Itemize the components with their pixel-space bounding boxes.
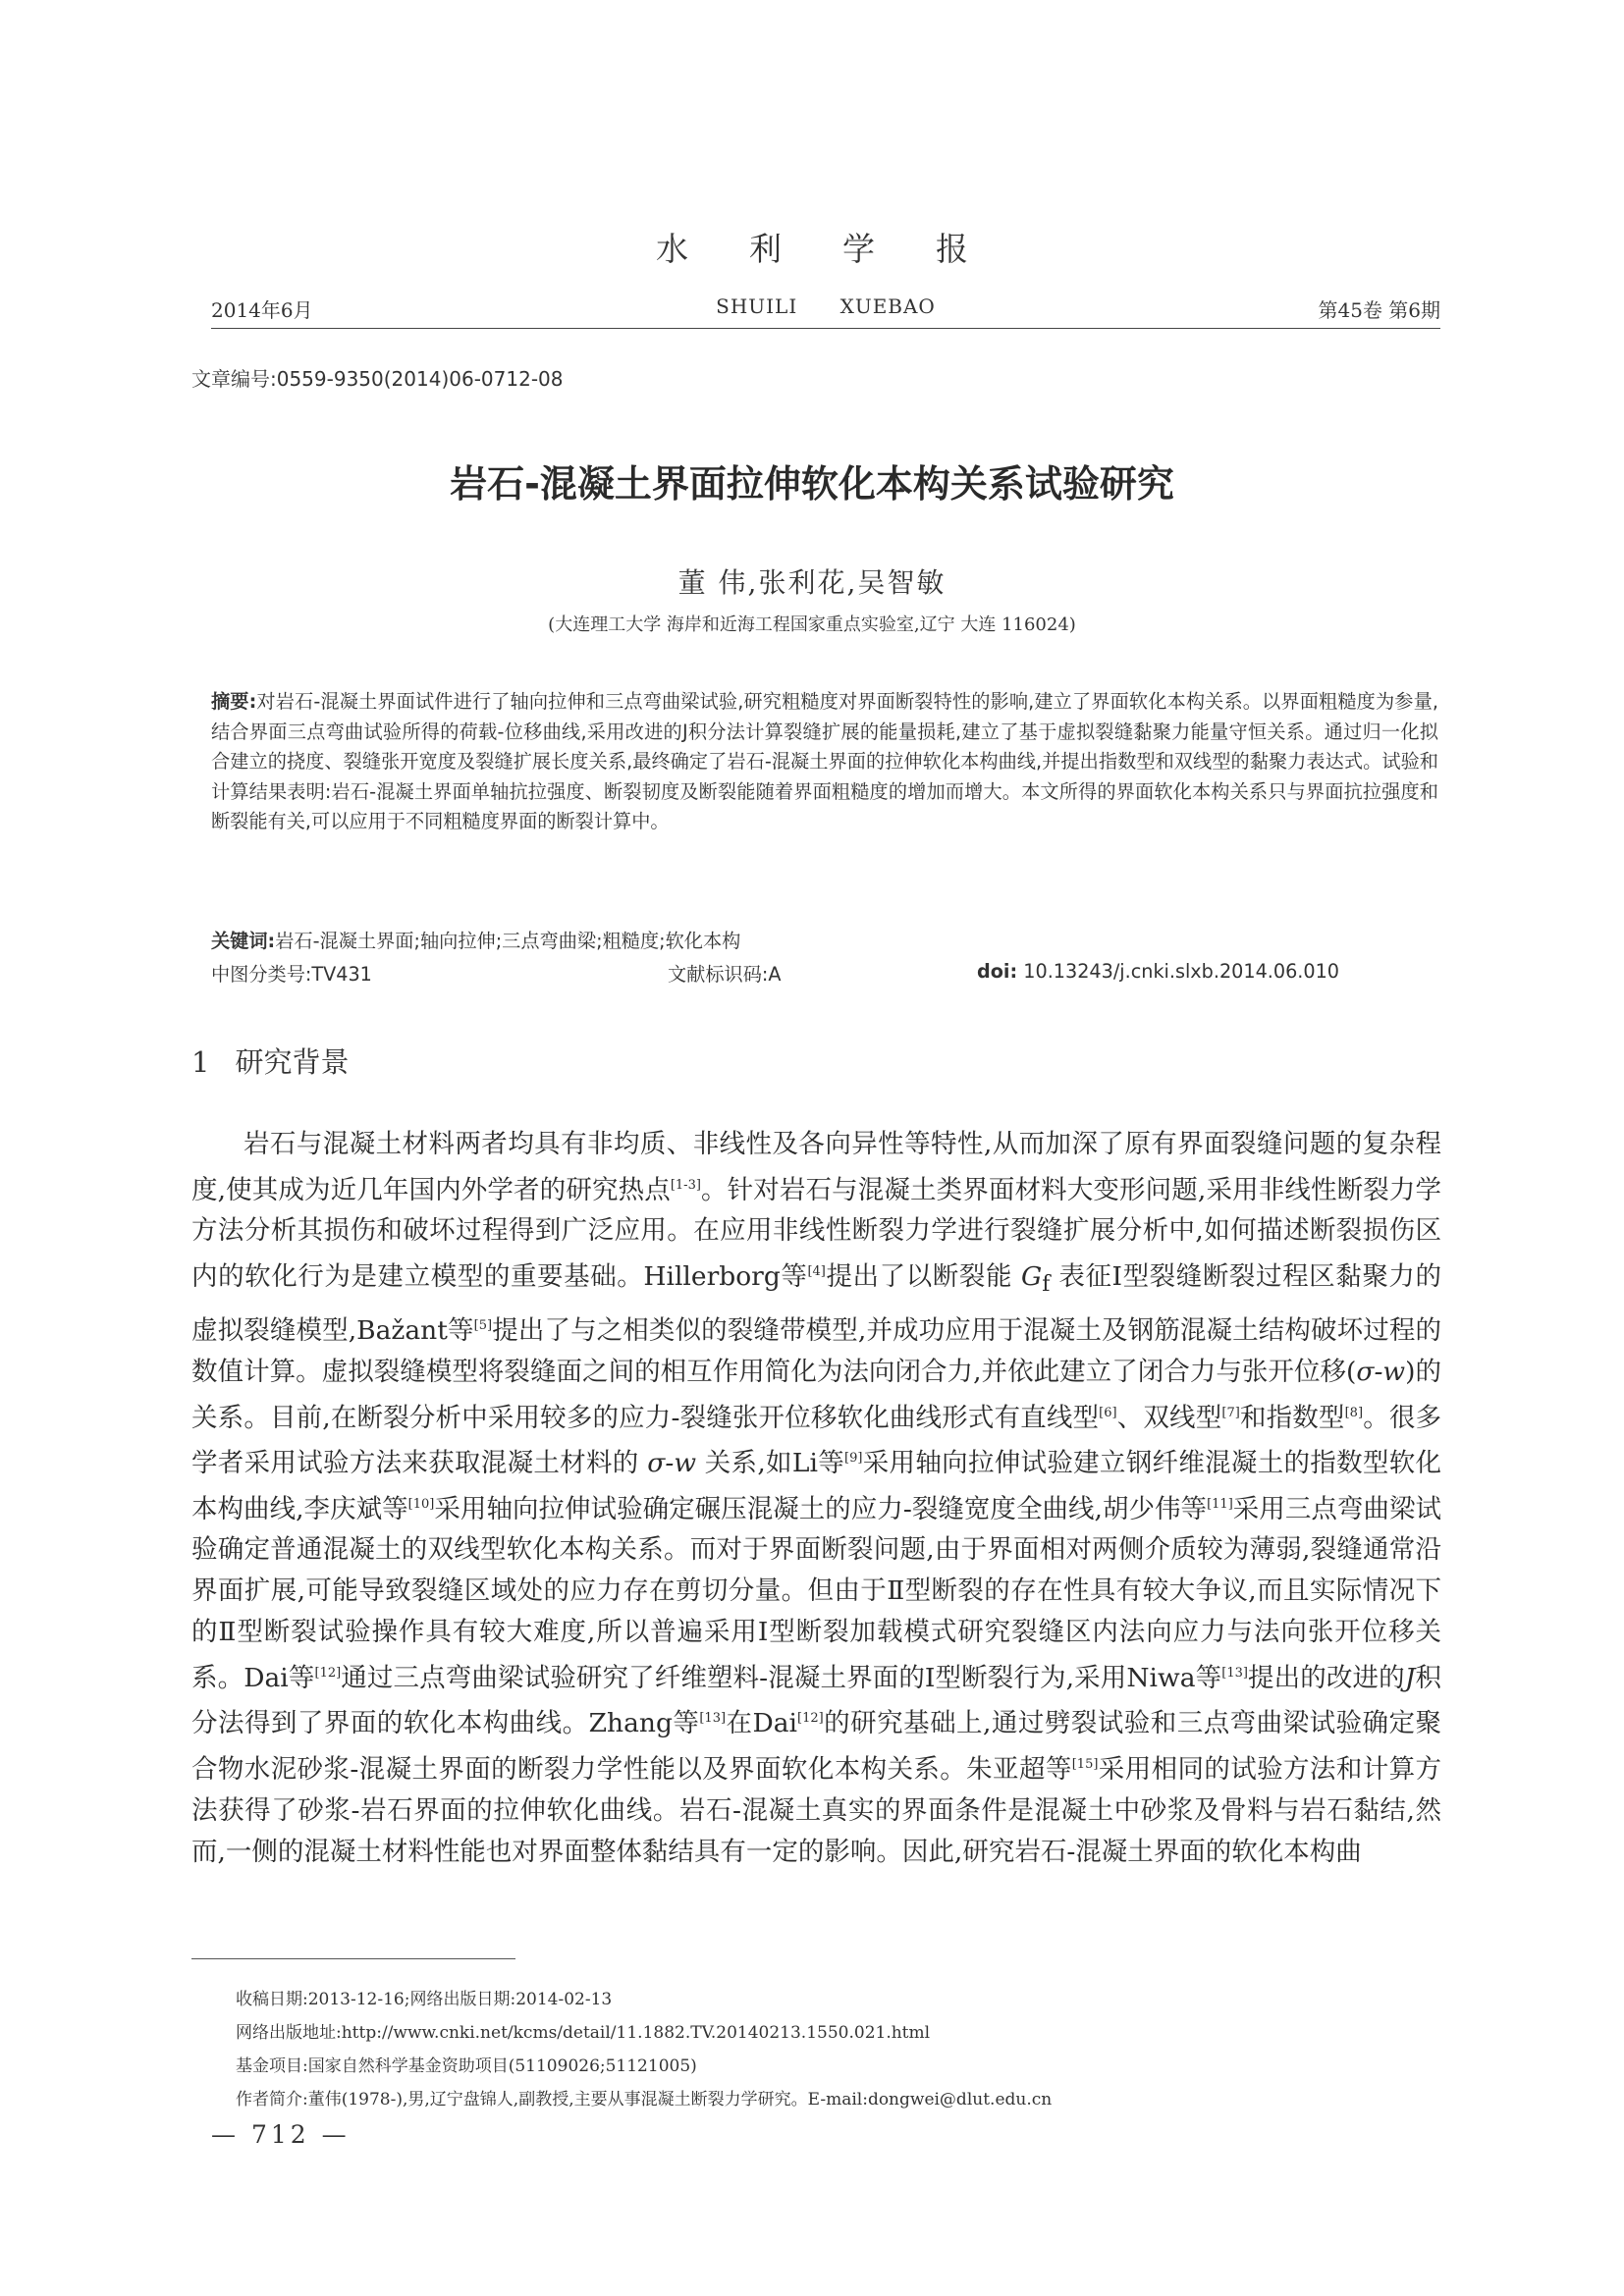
citation-ref[interactable]: [8] — [1344, 1405, 1364, 1420]
section-title: 研究背景 — [235, 1045, 350, 1079]
journal-title-cn: 水利学报 — [656, 230, 1029, 268]
footnote-rule — [191, 1958, 515, 1959]
citation-ref[interactable]: [15] — [1071, 1757, 1099, 1773]
body-text-run: 采用三点弯曲梁试验确定普通混凝土的双线型软化本构关系。而对于界面断裂问题,由于界面相对两侧介质较为薄弱,裂缝通常沿界面扩展,可能导致裂缝区域处的应力存在剪切分量。但由于Ⅱ型断裂的存在性具有较大争议,而且实际情况下的Ⅱ型断裂试验操作具有较大难度,所以普遍采用Ⅰ型断裂加载模式研究裂缝区内法向应力与法向张开位移关系。Dai等 — [191, 1493, 1441, 1693]
math-symbol: σ-w — [1356, 1356, 1406, 1387]
body-paragraph — [191, 1124, 1441, 1872]
citation-ref[interactable]: [13] — [1221, 1665, 1248, 1681]
affiliation: (大连理工大学 海岸和近海工程国家重点实验室,辽宁 大连 116024) — [548, 614, 1076, 635]
body-text-run: 提出了以断裂能 — [825, 1261, 1022, 1293]
page-number: — 712 — — [211, 2120, 351, 2149]
body-text-run: 关系,如Li等 — [696, 1448, 845, 1479]
citation-ref[interactable]: [9] — [844, 1451, 863, 1467]
keywords-text: 岩石-混凝土界面;轴向拉伸;三点弯曲梁;粗糙度;软化本构 — [275, 930, 741, 952]
abstract-label: 摘要: — [211, 690, 257, 713]
citation-ref[interactable]: [5] — [473, 1318, 493, 1334]
body-text-run: 采用相同的试验方法和计算方法获得了砂浆-岩石界面的拉伸软化曲线。岩石-混凝土真实的界面条件是混凝土中砂浆及骨料与岩石黏结,然而,一侧的混凝土材料性能也对界面整体黏结具有一定的影响。因此,研究岩石-混凝土界面的软化本构曲 — [191, 1753, 1441, 1867]
body-text-run: 和指数型 — [1239, 1402, 1345, 1433]
clc-number: 中图分类号:TV431 — [211, 963, 372, 986]
document-code: 文献标识码:A — [668, 963, 782, 986]
citation-ref[interactable]: [7] — [1221, 1405, 1240, 1420]
section-heading — [191, 1041, 374, 1081]
footnote-online-url[interactable]: 网络出版地址:http://www.cnki.net/kcms/detail/11.1882.TV.20140213.1550.021.html — [236, 2023, 931, 2043]
article-number: 文章编号:0559-9350(2014)06-0712-08 — [191, 367, 564, 391]
body-text-run: 采用轴向拉伸试验确定碾压混凝土的应力-裂缝宽度全曲线,胡少伟等 — [434, 1493, 1208, 1524]
journal-title-en: SHUILI XUEBAO — [716, 294, 936, 318]
body-text-run: 。很多学者采用试验方法来获取混凝土材料的 — [191, 1402, 1442, 1479]
header-rule — [211, 328, 1440, 329]
footnote-received: 收稿日期:2013-12-16;网络出版日期:2014-02-13 — [236, 1990, 613, 2009]
paper-title: 岩石-混凝土界面拉伸软化本构关系试验研究 — [450, 462, 1174, 506]
citation-ref[interactable]: [13] — [699, 1711, 727, 1727]
volume-issue: 第45卷 第6期 — [1318, 298, 1440, 322]
body-text-run: 通过三点弯曲梁试验研究了纤维塑料-混凝土界面的Ⅰ型断裂行为,采用Niwa等 — [341, 1662, 1222, 1693]
doi-link[interactable]: 10.13243/j.cnki.slxb.2014.06.010 — [1023, 960, 1340, 983]
citation-ref[interactable]: [1-3] — [670, 1177, 701, 1193]
footnote-fund: 基金项目:国家自然科学基金资助项目(51109026;51121005) — [236, 2056, 697, 2076]
body-text-run: )的关系。目前,在断裂分析中采用较多的应力-裂缝张开位移软化曲线形式有直线型 — [191, 1356, 1442, 1433]
running-header — [211, 294, 1440, 328]
math-symbol: J — [1404, 1662, 1416, 1693]
classification-row — [211, 960, 1438, 989]
citation-ref[interactable]: [6] — [1099, 1405, 1117, 1420]
doi — [977, 960, 1339, 983]
body-text-run: 提出的改进的 — [1247, 1662, 1405, 1693]
body-text-run: 岩石与混凝土材料两者均具有非均质、非线性及各向异性等特性,从而加深了原有界面裂缝问题的复杂程度,使其成为近几年国内外学者的研究热点 — [191, 1129, 1441, 1205]
math-symbol: G — [1021, 1261, 1043, 1293]
author-list: 董 伟,张利花,吴智敏 — [677, 566, 947, 599]
footnote-author-bio: 作者简介:董伟(1978-),男,辽宁盘锦人,副教授,主要从事混凝土断裂力学研究。E-mail:dongwei@dlut.edu.cn — [236, 2090, 1053, 2109]
body-text-run: 积分法得到了界面的软化本构曲线。Zhang等 — [191, 1662, 1442, 1739]
keywords — [211, 927, 1438, 953]
keywords-label: 关键词: — [211, 930, 276, 952]
subscript: f — [1042, 1272, 1051, 1298]
body-text-run: 的研究基础上,通过劈裂试验和三点弯曲梁试验确定聚合物水泥砂浆-混凝土界面的断裂力学性能以及界面软化本构关系。朱亚超等 — [191, 1708, 1441, 1785]
citation-ref[interactable]: [4] — [807, 1264, 826, 1280]
body-text-run: 在Dai — [726, 1708, 798, 1739]
doi-label: doi: — [977, 960, 1018, 983]
citation-ref[interactable]: [11] — [1207, 1496, 1233, 1512]
body-text-run: 提出了与之相类似的裂缝带模型,并成功应用于混凝土及钢筋混凝土结构破坏过程的数值计算。虚拟裂缝模型将裂缝面之间的相互作用简化为法向闭合力,并依此建立了闭合力与张开位移( — [191, 1314, 1441, 1387]
body-text-run: 表征Ⅰ型裂缝断裂过程区黏聚力的虚拟裂缝模型,Bažant等 — [191, 1261, 1441, 1346]
abstract-text: 对岩石-混凝土界面试件进行了轴向拉伸和三点弯曲梁试验,研究粗糙度对界面断裂特性的影响,建立了界面软化本构关系。以界面粗糙度为参量,结合界面三点弯曲试验所得的荷载-位移曲线,采用改进的J积分法计算裂缝扩展的能量损耗,建立了基于虚拟裂缝黏聚力能量守恒关系。通过归一化拟合建立的挠度、裂缝张开宽度及裂缝扩展长度关系,最终确定了岩石-混凝土界面的拉伸软化本构曲线,并提出指数型和双线型的黏聚力表达式。试验和计算结果表明:岩石-混凝土界面单轴抗拉强度、断裂韧度及断裂能随着界面粗糙度的增加而增大。本文所得的界面软化本构关系只与界面抗拉强度和断裂能有关,可以应用于不同粗糙度界面的断裂计算中。 — [211, 690, 1438, 832]
math-symbol: σ-w — [647, 1448, 697, 1479]
body-text-run: 采用轴向拉伸试验建立钢纤维混凝土的指数型软化本构曲线,李庆斌等 — [191, 1448, 1441, 1524]
section-number: 1 — [191, 1045, 210, 1079]
body-text-run: 、双线型 — [1116, 1402, 1222, 1433]
issue-date: 2014年6月 — [211, 298, 313, 322]
body-text-run: 。针对岩石与混凝土类界面材料大变形问题,采用非线性断裂力学方法分析其损伤和破坏过程得到广泛应用。在应用非线性断裂力学进行裂缝扩展分析中,如何描述断裂损伤区内的软化行为是建立模型的重要基础。Hillerborg等 — [191, 1174, 1441, 1293]
abstract — [211, 687, 1438, 837]
citation-ref[interactable]: [12] — [797, 1711, 824, 1727]
citation-ref[interactable]: [10] — [407, 1496, 435, 1512]
citation-ref[interactable]: [12] — [314, 1665, 342, 1681]
